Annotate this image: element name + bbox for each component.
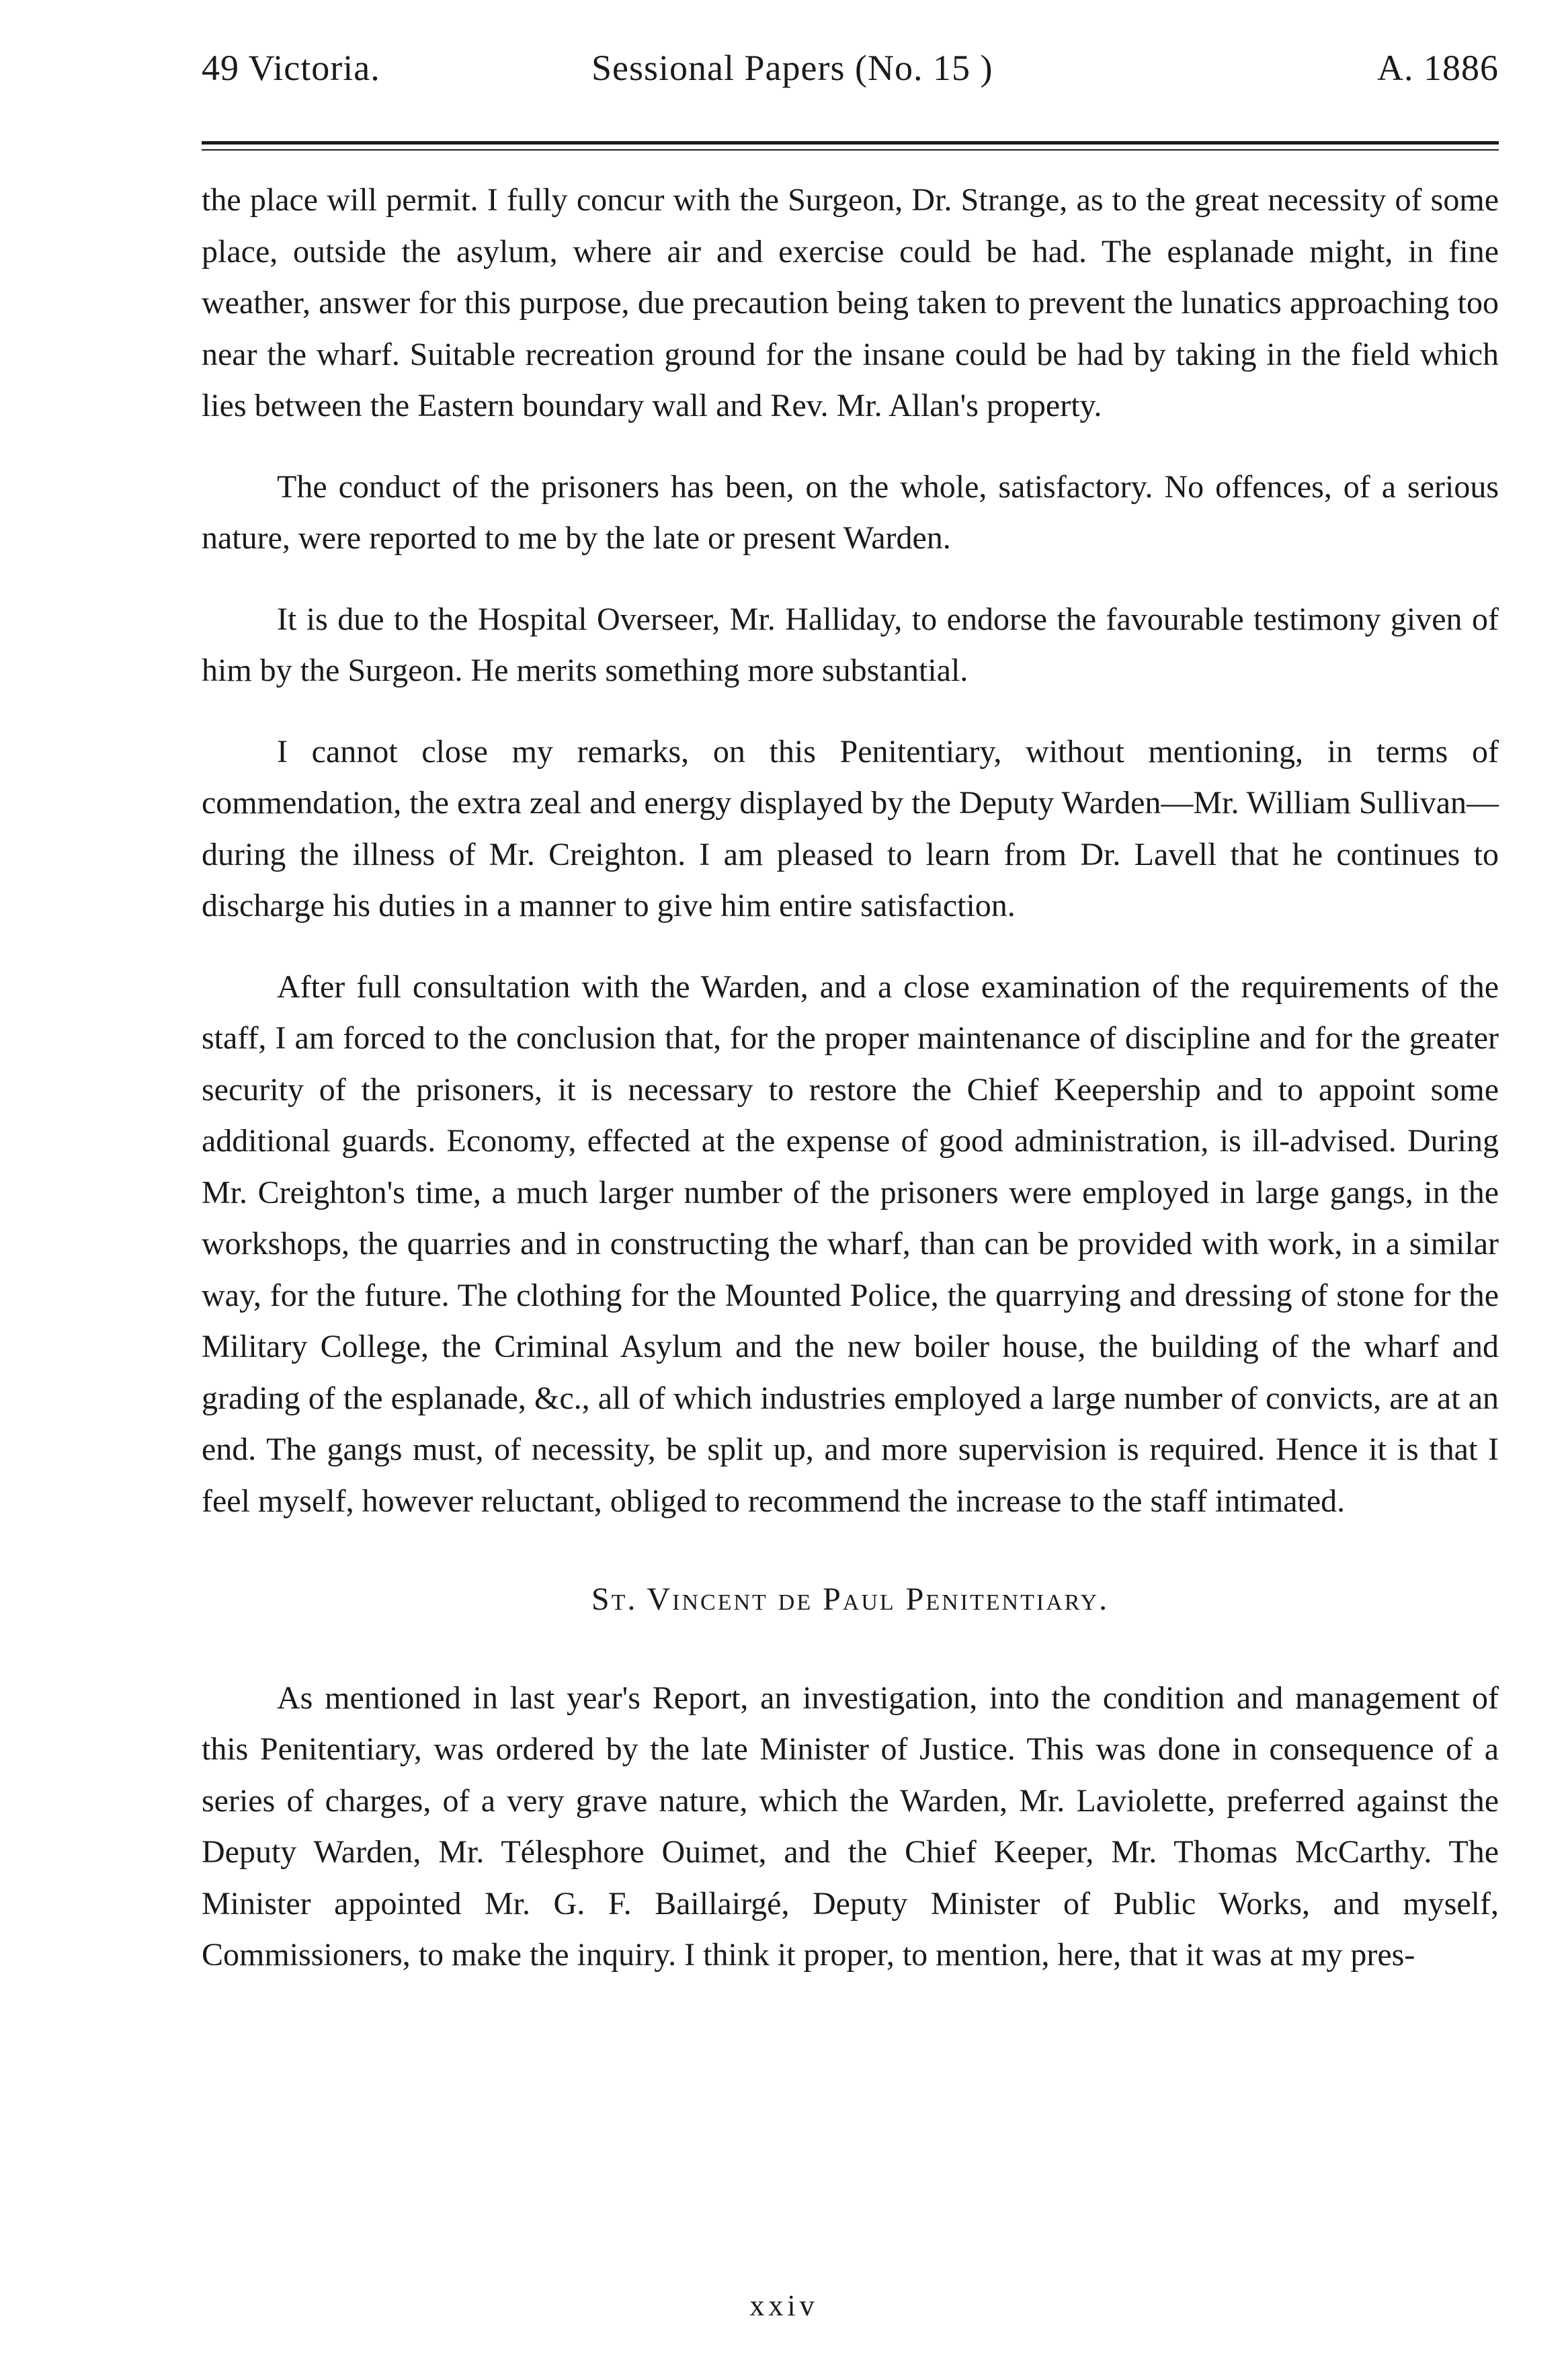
paragraph-deputy-warden: I cannot close my remarks, on this Penitentiary, without mentioning, in terms of commendation, the extra zeal and energy displayed by the Deputy Warden—Mr. William Sullivan—during the illness of Mr. Creighton. I am pleased to learn from Dr. Lavell that he continues to discharge his duties in a manner to give him entire satisfaction. <box>202 733 1499 923</box>
header-rule-thick <box>202 141 1499 145</box>
paragraph-hospital-overseer: It is due to the Hospital Overseer, Mr. Halliday, to endorse the favourable testimony given of him by the Surgeon. He merits something more substantial. <box>202 601 1499 688</box>
section-heading: St. Vincent de Paul Penitentiary. <box>591 1581 1110 1617</box>
header-rule-thin <box>202 149 1499 151</box>
body-text <box>202 175 1499 2011</box>
paragraph-investigation: As mentioned in last year's Report, an investigation, into the condition and management of this Penitentiary, was ordered by the late Minister of Justice. This was done in consequence of a series of charges, of a very grave nature, which the Warden, Mr. Laviolette, preferred against the Deputy Warden, Mr. Télesphore Ouimet, and the Chief Keeper, Mr. Thomas McCarthy. The Minister appointed Mr. G. F. Baillairgé, Deputy Minister of Public Works, and myself, Commissioners, to make the inquiry. I think it proper, to mention, here, that it was at my pres- <box>202 1680 1499 1973</box>
paragraph-staff: After full consultation with the Warden, and a close examination of the requirements of the staff, I am forced to the conclusion that, for the proper maintenance of discipline and for the greater security of the prisoners, it is necessary to restore the Chief Keepership and to appoint some additional guards. Economy, effected at the expense of good administration, is ill-advised. During Mr. Creighton's time, a much larger number of the prisoners were employed in large gangs, in the workshops, the quarries and in constructing the wharf, than can be provided with work, in a similar way, for the future. The clothing for the Mounted Police, the quarrying and dressing of stone for the Military College, the Criminal Asylum and the new boiler house, the building of the wharf and grading of the esplanade, &c., all of which industries employed a large number of convicts, are at an end. The gangs must, of necessity, be split up, and more supervision is required. Hence it is that I feel myself, however reluctant, obliged to recommend the increase to the staff intimated. <box>202 968 1499 1519</box>
header-title: Sessional Papers (No. 15 ) <box>591 48 993 88</box>
paragraph-continuation: the place will permit. I fully concur with the Surgeon, Dr. Strange, as to the great necessity of some place, outside the asylum, where air and exercise could be had. The esplanade might, in fine weather, answer for this purpose, due precaution being taken to prevent the lunatics approaching too near the wharf. Suitable recreation ground for the insane could be had by taking in the field which lies between the Eastern boundary wall and Rev. Mr. Allan's property. <box>202 182 1499 423</box>
header-session: 49 Victoria. <box>202 48 380 88</box>
page-number: xxiv <box>749 2289 819 2322</box>
running-header <box>202 47 1499 108</box>
paragraph-conduct: The conduct of the prisoners has been, on the whole, satisfactory. No offences, of a serious nature, were reported to me by the late or present Warden. <box>202 468 1499 556</box>
header-year: A. 1886 <box>1377 48 1499 88</box>
